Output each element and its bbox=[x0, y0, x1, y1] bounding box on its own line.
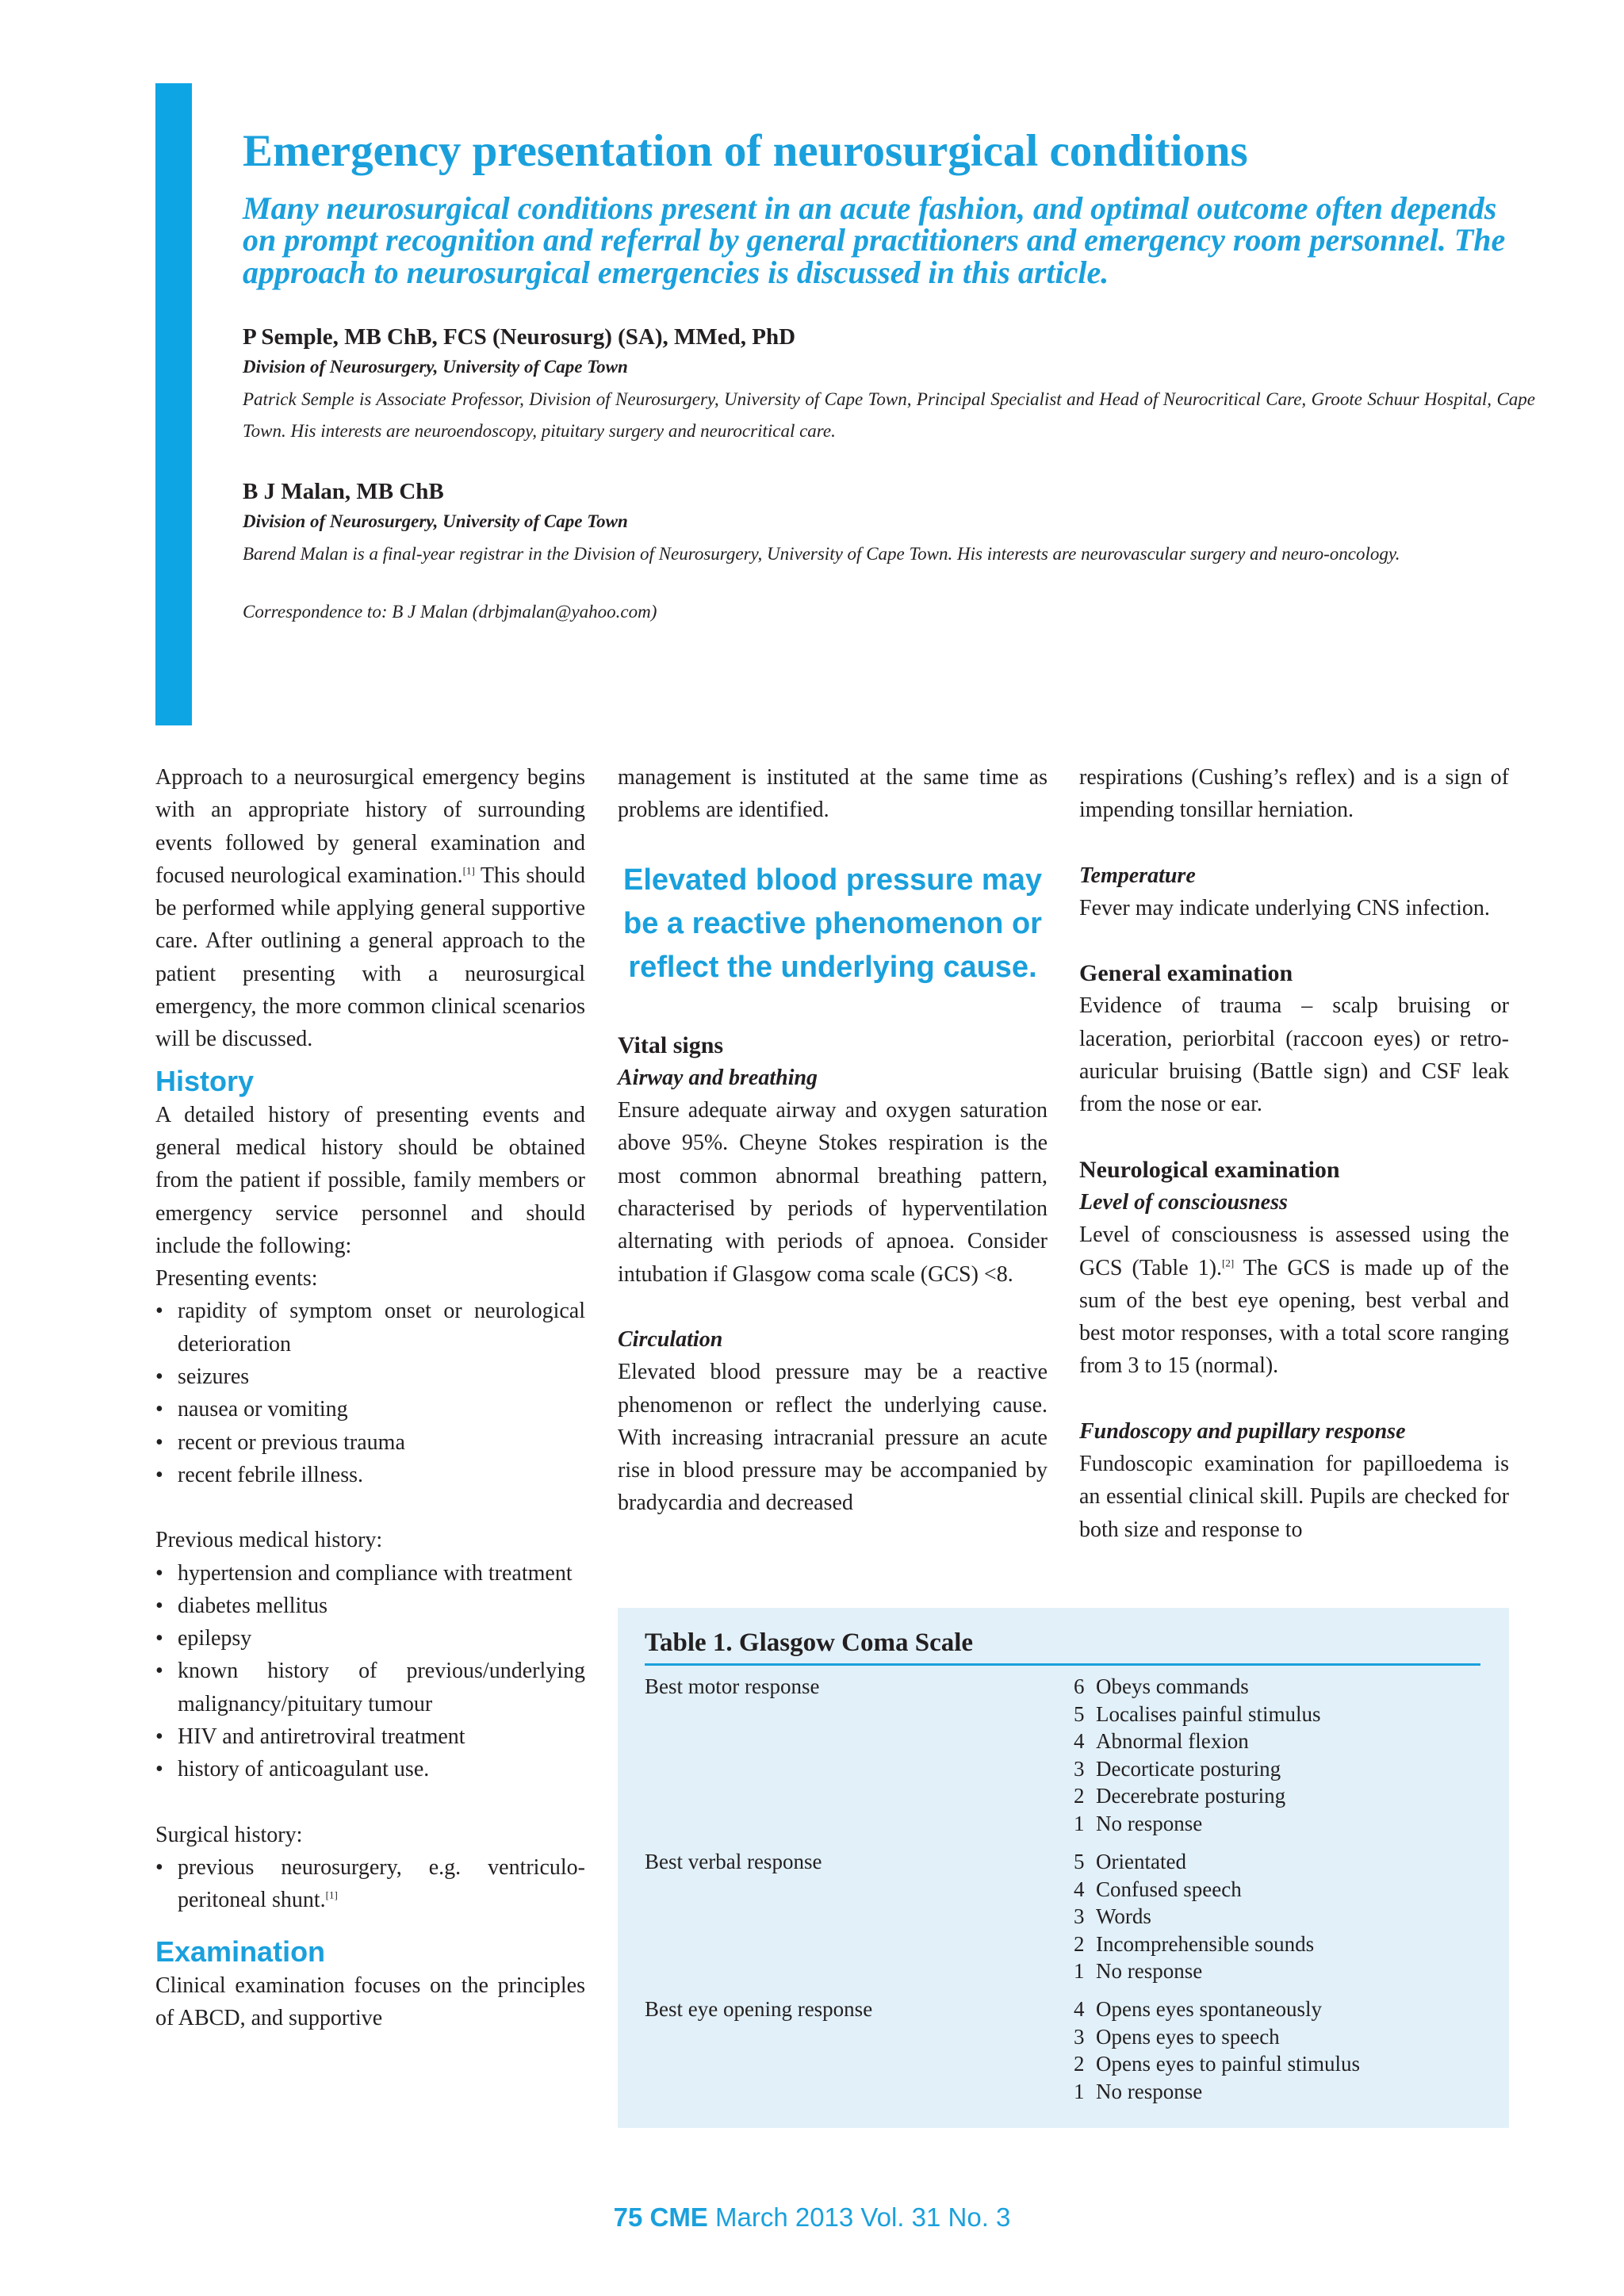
spacer bbox=[1079, 1121, 1509, 1154]
previous-history-label: Previous medical history: bbox=[155, 1528, 383, 1553]
general-exam-heading: General examination bbox=[1079, 960, 1293, 987]
pull-quote: Elevated blood pressure may be a reactive phenomenon or reflect the underlying cause. bbox=[623, 863, 1042, 984]
author-bio: Patrick Semple is Associate Professor, Division of Neurosurgery, University of Cape Town, Principal Specialist and Head of Neurocritical Care, Groote Schuur Hospital, Cape Town. His interests are neuroendoscopy, pituitary surgery and neurocritical care. bbox=[243, 389, 1535, 442]
examination-text: Clinical examination focuses on the principles of ABCD, and supportive bbox=[155, 1973, 585, 2030]
score-label: Decorticate posturing bbox=[1096, 1756, 1281, 1781]
score: 3 bbox=[1074, 1904, 1085, 1928]
score-label: Abnormal flexion bbox=[1096, 1729, 1249, 1753]
table-row-values bbox=[1074, 1996, 1360, 2105]
table-row-label: Best motor response bbox=[645, 1674, 820, 1698]
score-label: No response bbox=[1096, 1811, 1203, 1835]
author-block bbox=[243, 324, 1535, 447]
table-cell bbox=[1074, 1782, 1320, 1810]
consciousness-heading: Level of consciousness bbox=[1079, 1189, 1288, 1215]
table-cell bbox=[1074, 1903, 1314, 1931]
spacer bbox=[618, 1291, 1048, 1323]
table-cell bbox=[1074, 1755, 1320, 1783]
score-label: Orientated bbox=[1096, 1850, 1186, 1873]
score-label: Confused speech bbox=[1096, 1877, 1242, 1901]
neuro-exam-heading: Neurological examination bbox=[1079, 1156, 1340, 1183]
table-row-label: Best verbal response bbox=[645, 1850, 822, 1873]
temperature-text: Fever may indicate underlying CNS infection. bbox=[1079, 895, 1490, 920]
list-item: • recent febrile illness. bbox=[155, 1459, 585, 1491]
table-cell bbox=[1074, 2023, 1360, 2051]
table-row-label: Best eye opening response bbox=[645, 1997, 873, 2021]
reference-marker[interactable]: [1] bbox=[325, 1888, 338, 1901]
page-number: 75 bbox=[613, 2202, 643, 2232]
history-heading: History bbox=[155, 1064, 255, 1097]
score: 2 bbox=[1074, 1784, 1085, 1808]
journal-name: CME bbox=[649, 2202, 708, 2232]
table-cell bbox=[1074, 1728, 1320, 1755]
gcs-table bbox=[618, 1608, 1509, 2128]
list-item: • HIV and antiretroviral treatment bbox=[155, 1720, 585, 1753]
spacer bbox=[155, 1786, 585, 1819]
score: 2 bbox=[1074, 1931, 1085, 1956]
table-cell bbox=[1074, 1996, 1360, 2023]
fundoscopy-text: Fundoscopic examination for papilloedema is an essential clinical skill. Pupils are checked for both size and response to bbox=[1079, 1452, 1509, 1542]
author-affiliation: Division of Neurosurgery, University of Cape Town bbox=[243, 357, 628, 377]
column-3 bbox=[1079, 761, 1509, 1546]
score-label: Opens eyes spontaneously bbox=[1096, 1997, 1322, 2021]
table-row-values bbox=[1074, 1848, 1314, 1985]
continued-text: management is instituted at the same time as problems are identified. bbox=[618, 765, 1048, 823]
column-1 bbox=[155, 761, 585, 2034]
table-cell bbox=[1074, 1957, 1314, 1985]
correspondence: Correspondence to: B J Malan (drbjmalan@yahoo.com) bbox=[243, 602, 657, 622]
examination-heading: Examination bbox=[155, 1934, 326, 1968]
score-label: Decerebrate posturing bbox=[1096, 1784, 1286, 1808]
score: 3 bbox=[1074, 2024, 1085, 2049]
table-cell bbox=[1074, 1701, 1320, 1728]
score-label: Obeys commands bbox=[1096, 1674, 1249, 1698]
score-label: Localises painful stimulus bbox=[1096, 1701, 1321, 1726]
circulation-heading: Circulation bbox=[618, 1326, 723, 1352]
list-item: • known history of previous/underlying malignancy/pituitary tumour bbox=[155, 1655, 585, 1720]
list-item-text: previous neurosurgery, e.g. ventriculo-peritoneal shunt. bbox=[178, 1854, 585, 1913]
table-cell bbox=[1074, 1673, 1320, 1701]
list-item: • nausea or vomiting bbox=[155, 1393, 585, 1425]
list-item: • recent or previous trauma bbox=[155, 1426, 585, 1459]
issue-info: March 2013 Vol. 31 No. 3 bbox=[715, 2202, 1011, 2232]
score-label: Words bbox=[1096, 1904, 1151, 1928]
spacer bbox=[1079, 827, 1509, 859]
table-cell bbox=[1074, 1876, 1314, 1904]
history-text: A detailed history of presenting events and general medical history should be obtained from the patient if possible, family members or emergency service personnel and should include the following: bbox=[155, 1102, 585, 1258]
spacer bbox=[1079, 924, 1509, 957]
presenting-events-list bbox=[155, 1295, 585, 1491]
correspondence-block bbox=[243, 602, 1535, 622]
score: 5 bbox=[1074, 1701, 1085, 1726]
circulation-text: Elevated blood pressure may be a reactive phenomenon or reflect the underlying cause. With increasing intracranial pressure an acute rise in blood pressure may be accompanied by bradycardia and decreased bbox=[618, 1360, 1048, 1516]
score-label: No response bbox=[1096, 1959, 1203, 1983]
list-item: • hypertension and compliance with treatment bbox=[155, 1557, 585, 1590]
score: 2 bbox=[1074, 2052, 1085, 2076]
author-name: P Semple, MB ChB, FCS (Neurosurg) (SA), MMed, PhD bbox=[243, 324, 796, 350]
intro-text: This should be performed while applying general supportive care. After outlining a general approach to the patient presenting with a neurosurgical emergency, the more common clinical scenarios will be discussed. bbox=[155, 863, 586, 1052]
general-exam-text: Evidence of trauma – scalp bruising or laceration, periorbital (raccoon eyes) or retro-auricular bruising (Battle sign) and CSF leak from the nose or ear. bbox=[1079, 993, 1509, 1117]
consciousness-text-part: Level of consciousness is assessed using the GCS (Table 1). bbox=[1079, 1223, 1509, 1280]
table-cell bbox=[1074, 1810, 1320, 1838]
continued-text: respirations (Cushing’s reflex) and is a sign of impending tonsillar herniation. bbox=[1079, 765, 1509, 823]
table-divider bbox=[645, 1663, 1480, 1666]
article-subtitle: Many neurosurgical conditions present in an acute fashion, and optimal outcome often depends on prompt recognition and referral by general practitioners and emergency room personnel. The approach to neurosurgical emergencies is discussed in this article. bbox=[243, 189, 1506, 291]
table-cell bbox=[1074, 2078, 1360, 2106]
score-label: Incomprehensible sounds bbox=[1096, 1931, 1315, 1956]
vital-signs-heading: Vital signs bbox=[618, 1031, 724, 1058]
intro-text: Approach to a neurosurgical emergency begins with an appropriate history of surrounding events followed by general examination and focused neurological examination. bbox=[155, 765, 585, 888]
article-header bbox=[243, 127, 1535, 622]
list-item: • seizures bbox=[155, 1360, 585, 1393]
surgical-history-label: Surgical history: bbox=[155, 1822, 303, 1847]
score: 5 bbox=[1074, 1850, 1085, 1873]
score: 3 bbox=[1074, 1756, 1085, 1781]
table-cell bbox=[1074, 2050, 1360, 2078]
table-cell bbox=[1074, 1848, 1314, 1876]
previous-history-list bbox=[155, 1557, 585, 1786]
score: 4 bbox=[1074, 1997, 1085, 2021]
author-block bbox=[243, 479, 1535, 570]
table-cell bbox=[1074, 1931, 1314, 1958]
consciousness-text bbox=[1079, 1219, 1509, 1382]
score: 1 bbox=[1074, 2079, 1085, 2103]
author-name: B J Malan, MB ChB bbox=[243, 479, 444, 505]
presenting-events-label: Presenting events: bbox=[155, 1266, 318, 1292]
temperature-heading: Temperature bbox=[1079, 863, 1196, 888]
score: 6 bbox=[1074, 1674, 1085, 1698]
author-affiliation: Division of Neurosurgery, University of Cape Town bbox=[243, 511, 628, 532]
list-item: • rapidity of symptom onset or neurological deterioration bbox=[155, 1295, 585, 1360]
score: 4 bbox=[1074, 1877, 1085, 1901]
author-bio: Barend Malan is a final-year registrar in the Division of Neurosurgery, University of Cape Town. His interests are neurovascular surgery and neuro-oncology. bbox=[243, 544, 1400, 564]
score: 4 bbox=[1074, 1729, 1085, 1753]
fundoscopy-heading: Fundoscopy and pupillary response bbox=[1079, 1418, 1406, 1444]
list-item: • history of anticoagulant use. bbox=[155, 1753, 585, 1785]
reference-marker[interactable]: [1] bbox=[462, 864, 475, 877]
page-footer bbox=[0, 2202, 1624, 2233]
surgical-history-list bbox=[155, 1851, 585, 1917]
spacer bbox=[155, 1491, 585, 1524]
table-title: Table 1. Glasgow Coma Scale bbox=[645, 1628, 974, 1657]
list-item bbox=[155, 1851, 585, 1917]
airway-heading: Airway and breathing bbox=[618, 1065, 818, 1090]
reference-marker[interactable]: [2] bbox=[1222, 1257, 1235, 1269]
score-label: No response bbox=[1096, 2079, 1203, 2103]
score: 1 bbox=[1074, 1959, 1085, 1983]
list-item: • epilepsy bbox=[155, 1622, 585, 1655]
article-title: Emergency presentation of neurosurgical conditions bbox=[243, 126, 1248, 176]
intro-paragraph bbox=[155, 761, 585, 1056]
score: 1 bbox=[1074, 1811, 1085, 1835]
header-accent-bar bbox=[155, 83, 192, 725]
list-item: • diabetes mellitus bbox=[155, 1590, 585, 1622]
score-label: Opens eyes to painful stimulus bbox=[1096, 2052, 1360, 2076]
consciousness-text-part: The GCS is made up of the sum of the best eye opening, best verbal and best motor responses, with a total score ranging from 3 to 15 (normal). bbox=[1079, 1255, 1509, 1379]
score-label: Opens eyes to speech bbox=[1096, 2024, 1280, 2049]
table-row-values bbox=[1074, 1673, 1320, 1837]
column-2 bbox=[618, 761, 1048, 1520]
airway-text: Ensure adequate airway and oxygen saturation above 95%. Cheyne Stokes respiration is the most common abnormal breathing pattern, characterised by periods of hyperventilation alternating with periods of apnoea. Consider intubation if Glasgow coma scale (GCS) <8. bbox=[618, 1098, 1048, 1287]
spacer bbox=[1079, 1383, 1509, 1415]
